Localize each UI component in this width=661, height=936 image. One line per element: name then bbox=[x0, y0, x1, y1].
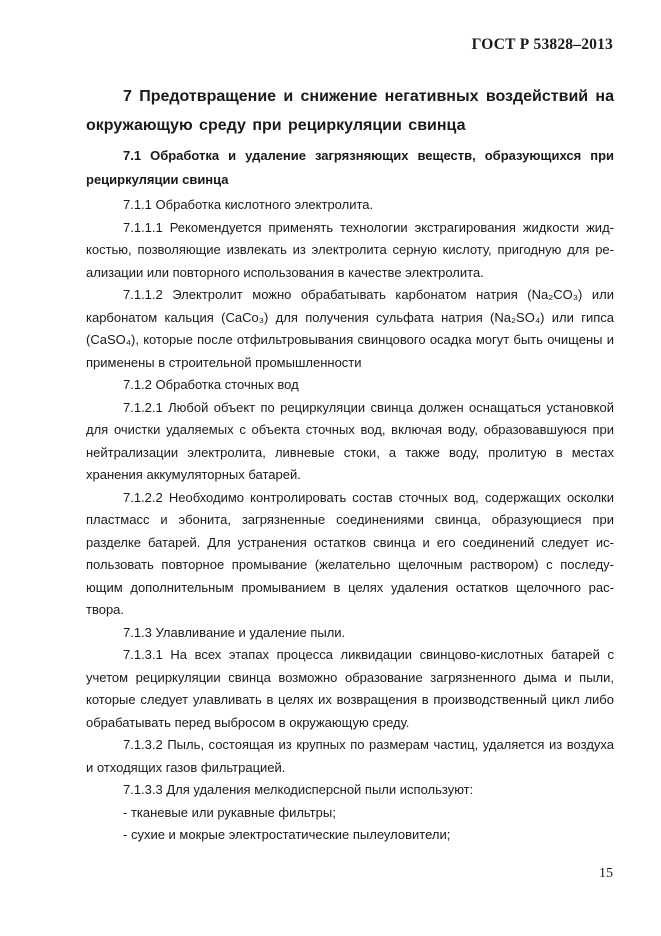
page-body bbox=[86, 82, 614, 847]
section-heading: 7 Предотвращение и снижение негативных воздействий на окружающую среду при рециркуляции свинца bbox=[86, 88, 614, 134]
paragraph-7-1-1-1: 7.1.1.1 Рекомендуется применять технологии экстрагирования жидкости жидкостью, позволяющие извлекать из электролита серную кислоту, пригодную для реализации или повторного использования в качестве электролита. bbox=[86, 219, 614, 280]
paragraph-7-1-2-1: 7.1.2.1 Любой объект по рециркуляции свинца должен оснащаться установкой для очистки удаляемых с объекта сточных вод, включая воду, образовавшуюся при нейтрализации электролита, ливневые стоки, а также воду, пролитую в местах хранения аккумуляторных батарей. bbox=[86, 399, 614, 482]
paragraph-7-1-3-2: 7.1.3.2 Пыль, состоящая из крупных по размерам частиц, удаляется из воздуха и отходящих газов фильтрацией. bbox=[86, 737, 614, 775]
paragraph-7-1-3-3: 7.1.3.3 Для удаления мелкодисперсной пыли используют: bbox=[123, 782, 474, 797]
paragraph-7-1-3-1: 7.1.3.1 На всех этапах процесса ликвидации свинцово-кислотных батарей с учетом рециркуляции свинца возможно образование загрязненного дыма и пыли, которые следует улавливать в целях их возвращения в производственный цикл либо обрабатывать перед выбросом в окружающую среду. bbox=[86, 647, 614, 730]
paragraph-7-1-2-2: 7.1.2.2 Необходимо контролировать состав сточных вод, содержащих осколки пластмасс и эбонита, загрязненные соединениями свинца, образующиеся при разделке батарей. Для устранения остатков свинца и его соединений следует использовать повторное промывание (желательно щелочным раствором) с последующим дополнительным промыванием в целях удаления остатков щелочного раствора. bbox=[86, 489, 614, 617]
list-item-electrostatic-precipitators: - сухие и мокрые электростатические пылеуловители; bbox=[123, 827, 451, 842]
paragraph-7-1-1: 7.1.1 Обработка кислотного электролита. bbox=[123, 197, 374, 212]
subsection-heading: 7.1 Обработка и удаление загрязняющих веществ, образующихся при рециркуляции свинца bbox=[86, 148, 614, 187]
page-number: 15 bbox=[599, 866, 613, 881]
list-item-fabric-filters: - тканевые или рукавные фильтры; bbox=[123, 804, 336, 820]
paragraph-7-1-1-2: 7.1.1.2 Электролит можно обрабатывать карбонатом натрия (Na₂CO₃) или карбонатом кальция (CaCo₃) для получения сульфата натрия (Na₂SO₄) или гипса (CaSO₄), которые после отфильтровывания свинцового осадка могут быть очищены и применены в строительной промышленности bbox=[86, 287, 614, 370]
paragraph-7-1-2: 7.1.2 Обработка сточных вод bbox=[123, 377, 299, 392]
document-standard-header: ГОСТ Р 53828–2013 bbox=[471, 36, 613, 53]
paragraph-7-1-3: 7.1.3 Улавливание и удаление пыли. bbox=[123, 624, 346, 640]
